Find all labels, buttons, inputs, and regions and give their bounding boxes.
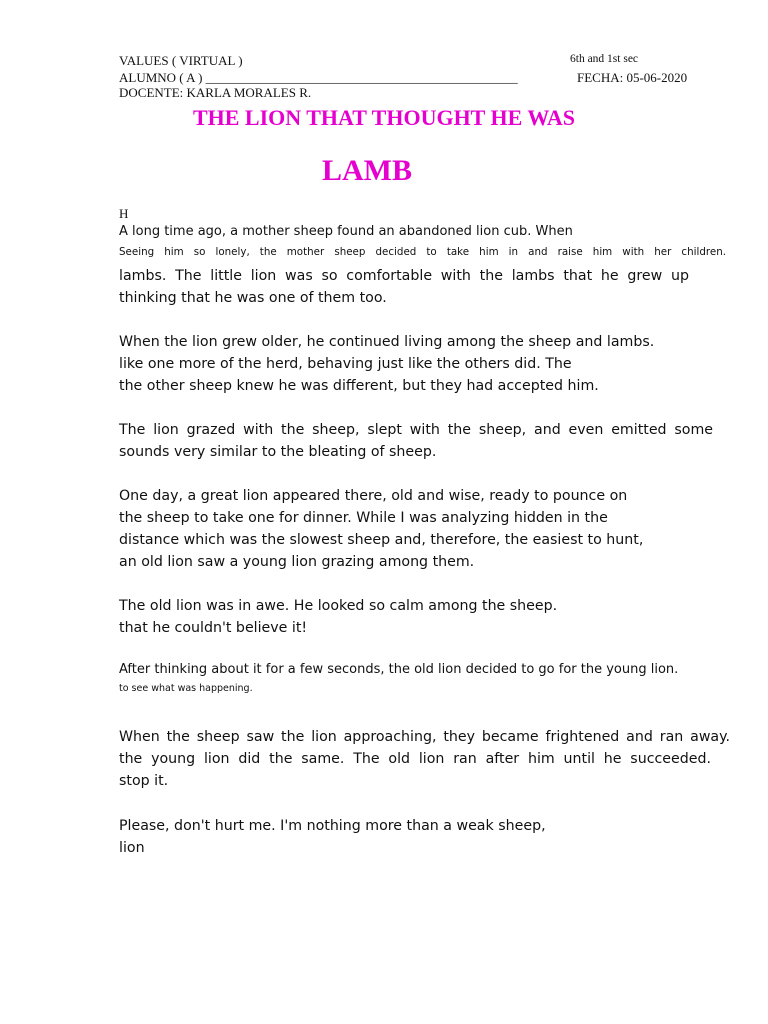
story-title: THE LION THAT THOUGHT HE WAS [192, 105, 576, 130]
student-name-line: ALUMNO ( A ) ________________________________________________ [119, 70, 518, 85]
paragraph-line: When the sheep saw the lion approaching, they became frightened and ran away. [119, 729, 730, 745]
grade-label: 6th and 1st sec [570, 53, 639, 65]
paragraph-line: lion [119, 840, 145, 856]
paragraph-line: One day, a great lion appeared there, old and wise, ready to pounce on [119, 488, 628, 504]
paragraph-line: like one more of the herd, behaving just like the others did. The [119, 356, 572, 372]
paragraph-line: to see what was happening. [119, 683, 253, 694]
paragraph-line: A long time ago, a mother sheep found an abandoned lion cub. When [119, 224, 573, 239]
paragraph-line: After thinking about it for a few seconds, the old lion decided to go for the young lion. [119, 662, 679, 677]
paragraph-line: Seeing him so lonely, the mother sheep decided to take him in and raise him with her children. [119, 246, 726, 258]
paragraph-line: stop it. [119, 773, 169, 789]
paragraph-line: When the lion grew older, he continued living among the sheep and lambs. [119, 334, 655, 350]
paragraph-line: thinking that he was one of them too. [119, 290, 387, 306]
paragraph-line: the sheep to take one for dinner. While I was analyzing hidden in the [119, 510, 608, 526]
paragraph-line: an old lion saw a young lion grazing among them. [119, 554, 475, 570]
paragraph-line: The lion grazed with the sheep, slept with the sheep, and even emitted some [119, 422, 713, 438]
drop-letter: H [119, 206, 129, 221]
paragraph-line: the other sheep knew he was different, but they had accepted him. [119, 378, 599, 394]
paragraph-line: the young lion did the same. The old lion ran after him until he succeeded. [119, 751, 711, 767]
story-title-continued: LAMB [322, 154, 412, 187]
paragraph-line: Please, don't hurt me. I'm nothing more than a weak sheep, [119, 818, 546, 834]
date-label: FECHA: 05-06-2020 [577, 70, 688, 85]
paragraph-line: that he couldn't believe it! [119, 620, 308, 636]
teacher-label: DOCENTE: KARLA MORALES R. [119, 85, 312, 100]
paragraph-line: lambs. The little lion was so comfortable with the lambs that he grew up [119, 268, 689, 284]
paragraph-line: sounds very similar to the bleating of sheep. [119, 444, 437, 460]
paragraph-line: distance which was the slowest sheep and, therefore, the easiest to hunt, [119, 532, 644, 548]
subject-label: VALUES ( VIRTUAL ) [119, 53, 243, 68]
paragraph-line: The old lion was in awe. He looked so calm among the sheep. [119, 598, 558, 614]
